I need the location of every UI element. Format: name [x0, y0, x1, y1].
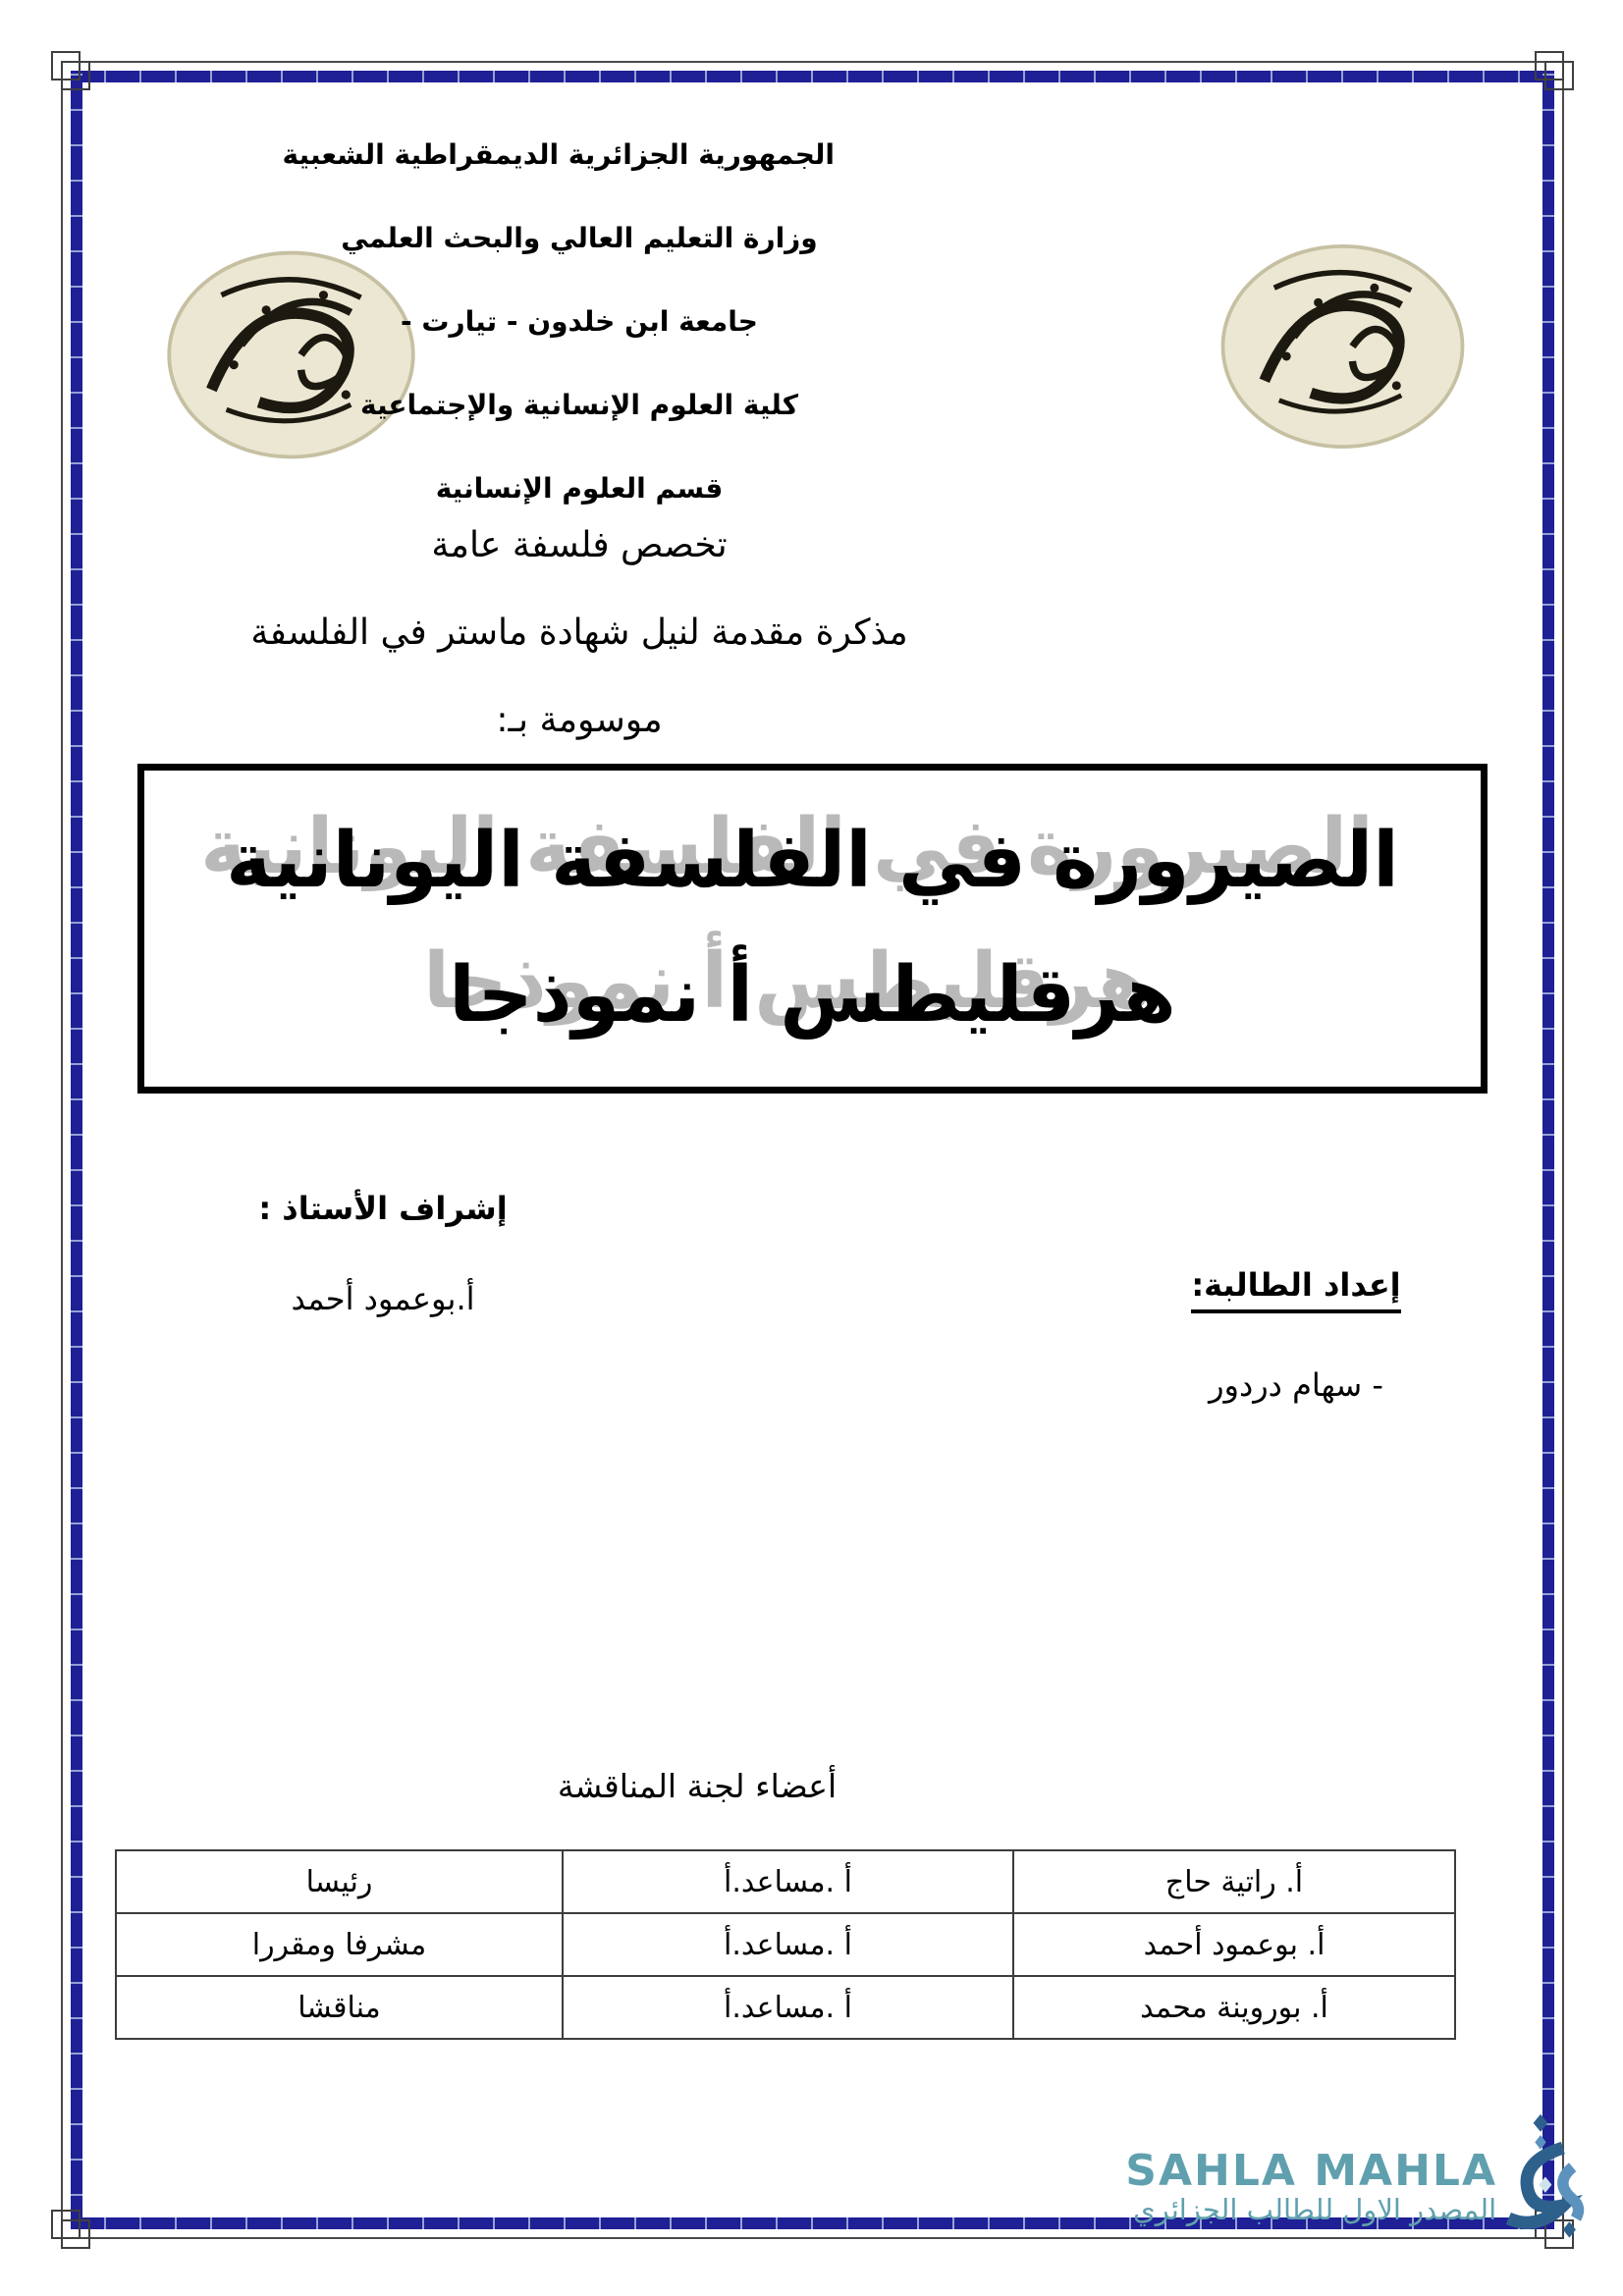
degree-intro [245, 525, 913, 787]
republic-line: الجمهورية الجزائرية الديمقراطية الشعبية [282, 138, 835, 171]
committee-table [115, 1849, 1456, 2040]
thesis-title-box [137, 764, 1488, 1094]
member-name: أ. راتية حاج [1013, 1850, 1455, 1913]
border-corner-top-left-icon [51, 51, 90, 90]
specialty-line: تخصص فلسفة عامة [431, 525, 728, 565]
member-rank: أ .مساعد.أ [563, 1850, 1013, 1913]
faculty-line: كلية العلوم الإنسانية والإجتماعية [360, 389, 798, 421]
member-rank: أ .مساعد.أ [563, 1976, 1013, 2039]
member-role: مشرفا ومقررا [116, 1913, 563, 1976]
university-line: جامعة ابن خلدون - تيارت - [401, 305, 758, 338]
member-role: رئيسا [116, 1850, 563, 1913]
student-label: إعداد الطالبة: [1191, 1266, 1400, 1313]
institution-header [282, 137, 835, 555]
watermark-brand: SAHLA MAHLA [1125, 2146, 1497, 2196]
table-row [116, 1976, 1455, 2039]
border-band-right [1542, 71, 1554, 2229]
supervisor-label: إشراف الأستاذ : [258, 1190, 508, 1227]
department-line: قسم العلوم الإنسانية [435, 472, 724, 505]
thesis-title-line-2: هرقليطس أ نموذجا [449, 950, 1176, 1040]
table-row [116, 1850, 1455, 1913]
student-name: - سهام دردور [1209, 1366, 1383, 1404]
university-seal-right-icon [1220, 243, 1465, 450]
border-corner-bottom-left-icon [51, 2210, 90, 2249]
table-row [116, 1913, 1455, 1976]
student-block [1134, 1266, 1458, 1404]
supervisor-block [187, 1190, 579, 1317]
member-name: أ. بوعمود أحمد [1013, 1913, 1455, 1976]
committee-heading: أعضاء لجنة المناقشة [557, 1767, 838, 1805]
member-name: أ. بوروينة محمد [1013, 1976, 1455, 2039]
supervisor-name: أ.بوعمود أحمد [291, 1280, 475, 1317]
member-rank: أ .مساعد.أ [563, 1913, 1013, 1976]
ministry-line: وزارة التعليم العالي والبحث العلمي [341, 222, 818, 254]
border-corner-top-right-icon [1535, 51, 1574, 90]
thesis-title-line-1: الصيرورة في الفلسفة اليونانية [226, 816, 1399, 905]
titled-line: موسومة بـ: [496, 700, 663, 740]
watermark-tagline: المصدر الاول للطالب الجزائري [1133, 2193, 1497, 2226]
memoir-line: مذكرة مقدمة لنيل شهادة ماستر في الفلسفة [250, 613, 908, 653]
watermark-calligraphy-icon [1492, 2110, 1589, 2243]
border-band-left [71, 71, 82, 2229]
border-band-top [71, 71, 1554, 82]
member-role: مناقشا [116, 1976, 563, 2039]
